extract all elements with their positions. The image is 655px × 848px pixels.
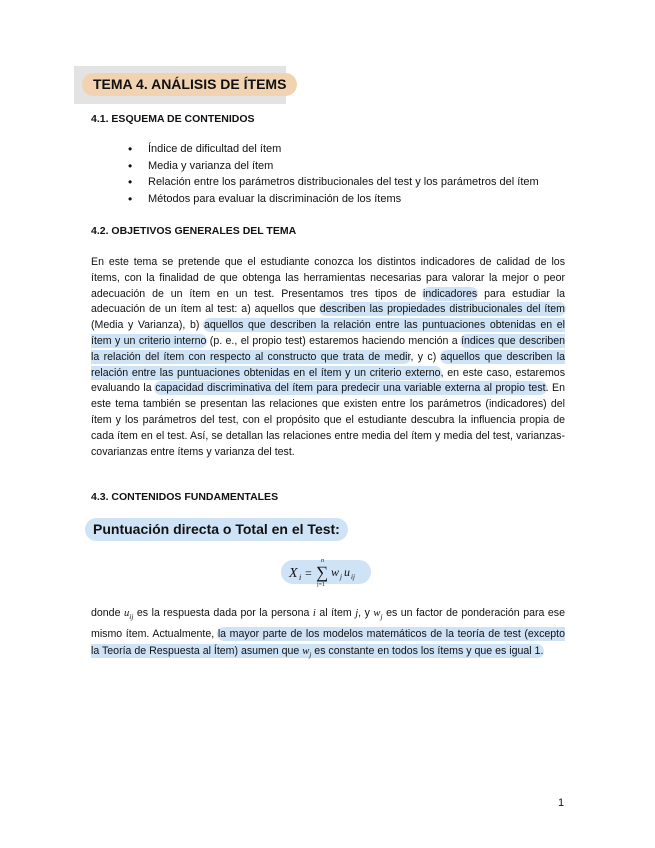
- text-run: , en este caso, estaremos evaluando la: [91, 366, 565, 395]
- text-run: (p. e., el propio test) estaremos haciendo mención a: [206, 334, 462, 347]
- sum-upper-limit: n: [321, 558, 324, 564]
- text-run: . En este tema también se presentan las relaciones que existen entre los parámetros (indicadores) del ítem y los parámetros del test, con el propósito que el estudiante descubra la influencia propia de cada ítem en el test. Así, se detallan las relaciones entre media del ítem y media del test, varianzas-covarianzas entre ítems y varianza del test.: [91, 382, 565, 458]
- title-block: [74, 66, 286, 104]
- definition-paragraph: [91, 605, 565, 664]
- list-item: • Índice de dificultad del ítem: [128, 141, 598, 158]
- section-heading-contents: 4.3. CONTENIDOS FUNDAMENTALES: [91, 491, 279, 503]
- highlight: indicadores: [423, 287, 478, 300]
- highlight: capacidad discriminativa del ítem para predecir una variable externa al propio test: [155, 382, 546, 395]
- formula-w-sub: j: [340, 573, 342, 581]
- formula-lhs: X: [289, 566, 298, 581]
- document-title: TEMA 4. ANÁLISIS DE ÍTEMS: [82, 73, 297, 96]
- symbol-u: $u_{ij}$: [123, 608, 134, 622]
- page-number: 1: [558, 797, 565, 809]
- text-run: , y: [358, 607, 374, 619]
- highlight: la mayor parte de los modelos matemáticos de la teoría de test (excepto la Teoría de Respuesta al Ítem) asumen que $w_j$ es constante en todos los ítems y que es igual 1.: [91, 627, 566, 660]
- list-item: • Métodos para evaluar la discriminación de los ítems: [128, 191, 598, 208]
- section-heading-objectives: 4.2. OBJETIVOS GENERALES DEL TEMA: [91, 225, 297, 237]
- text-run: donde: [91, 607, 124, 619]
- formula-lhs-sub: i: [299, 573, 302, 582]
- formula-u: u: [344, 565, 350, 579]
- symbol-i: i: [312, 608, 316, 619]
- highlight: índices que describen la relación del ítem con respecto al constructo que trata de medir: [91, 334, 566, 363]
- total-score-formula: [281, 557, 371, 587]
- text-run: (Media y Varianza), b): [91, 319, 204, 332]
- formula-u-sub: ij: [351, 573, 355, 581]
- subheading-total-score: Puntuación directa o Total en el Test:: [85, 518, 348, 541]
- symbol-w: $w_j$: [302, 646, 312, 660]
- highlight: aquellos que describen la relación entre las puntuaciones obtenidas en el ítem y un criterio interno: [91, 319, 565, 347]
- section-heading-schema: 4.1. ESQUEMA DE CONTENIDOS: [91, 113, 255, 125]
- text-run: al ítem: [315, 607, 356, 619]
- list-item: • Media y varianza del ítem: [128, 158, 598, 175]
- highlight: describen las propiedades distribucionales del ítem: [319, 303, 566, 316]
- contents-list: [128, 141, 598, 207]
- sum-lower-limit: j=1: [317, 582, 326, 587]
- text-run: es un factor de ponderación para ese mismo ítem. Actualmente,: [91, 607, 565, 640]
- text-run: es la respuesta dada por la persona: [133, 607, 313, 619]
- symbol-w: $w_j$: [373, 608, 383, 622]
- formula-w: w: [331, 565, 340, 579]
- objectives-paragraph: [91, 255, 565, 460]
- highlight: aquellos que describen la relación entre las puntuaciones obtenidas en el ítem y un criterio externo: [91, 350, 565, 379]
- formula-equals: =: [305, 566, 312, 580]
- text-run: En este tema se pretende que el estudiante conozca los distintos indicadores de calidad de los ítems, con la finalidad de que obtenga las herramientas necesarias para valorar la mejor o peor adecuación de un ítem en un test. Presentamos tres tipos de: [91, 256, 565, 300]
- sum-sign: ∑: [316, 563, 329, 582]
- list-item: • Relación entre los parámetros distribucionales del test y los parámetros del ítem: [128, 174, 598, 191]
- text-run: para estudiar la adecuación de un ítem al test: a) aquellos que: [91, 287, 566, 316]
- symbol-j: j: [355, 608, 359, 619]
- text-run: , y c): [410, 350, 441, 363]
